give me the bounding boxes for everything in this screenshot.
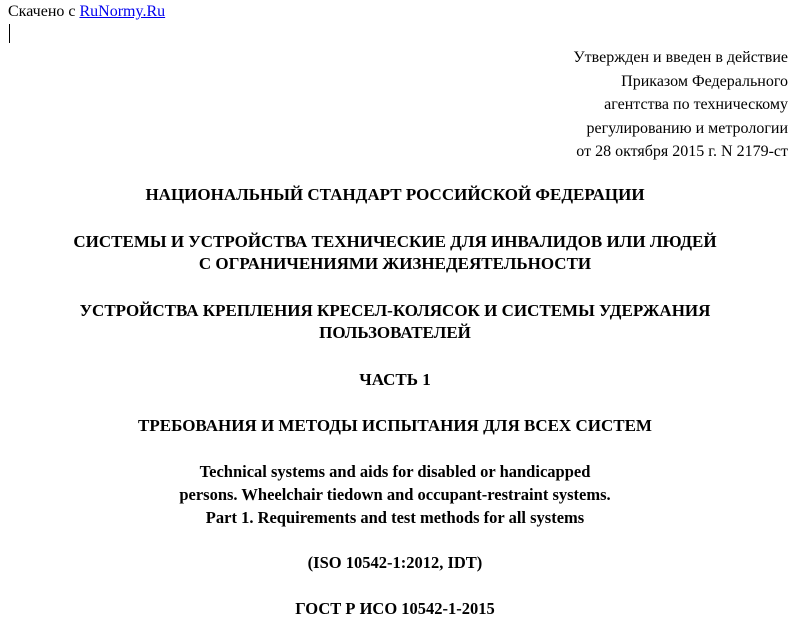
source-link[interactable]: RuNormy.Ru [79, 3, 166, 20]
gost-number [0, 598, 790, 620]
iso-reference-text: (ISO 10542-1:2012, IDT) [307, 553, 483, 572]
systems-title [0, 231, 790, 275]
text-cursor [9, 24, 10, 43]
approval-line: от 28 октября 2015 г. N 2179-ст [576, 143, 788, 160]
english-title-line: persons. Wheelchair tiedown and occupant-restraint systems. [179, 485, 611, 504]
source-prefix: Скачено с [8, 3, 80, 20]
part-title-text: ЧАСТЬ 1 [359, 370, 431, 389]
english-title-line: Part 1. Requirements and test methods for all systems [205, 508, 585, 527]
english-title-line: Technical systems and aids for disabled or handicapped [199, 462, 591, 481]
approval-line: агентства по техническому [604, 96, 788, 113]
approval-line: Приказом Федерального [621, 72, 788, 90]
approval-line: Утвержден и введен в действие [573, 49, 788, 66]
devices-title [0, 300, 790, 344]
devices-title-line: УСТРОЙСТВА КРЕПЛЕНИЯ КРЕСЕЛ-КОЛЯСОК И СИСТЕМЫ УДЕРЖАНИЯ [79, 301, 711, 320]
iso-reference [0, 552, 790, 574]
english-title [0, 460, 790, 529]
gost-number-text: ГОСТ Р ИСО 10542-1-2015 [295, 599, 495, 618]
standard-title-text: НАЦИОНАЛЬНЫЙ СТАНДАРТ РОССИЙСКОЙ ФЕДЕРАЦИИ [145, 185, 645, 204]
approval-block [573, 46, 788, 164]
devices-title-line: ПОЛЬЗОВАТЕЛЕЙ [319, 323, 471, 342]
part-title [0, 369, 790, 391]
approval-line: регулированию и метрологии [586, 119, 788, 137]
systems-title-line: СИСТЕМЫ И УСТРОЙСТВА ТЕХНИЧЕСКИЕ ДЛЯ ИНВАЛИДОВ ИЛИ ЛЮДЕЙ [73, 232, 717, 251]
requirements-title-text: ТРЕБОВАНИЯ И МЕТОДЫ ИСПЫТАНИЯ ДЛЯ ВСЕХ СИСТЕМ [138, 416, 652, 435]
requirements-title [0, 415, 790, 437]
standard-title [0, 184, 790, 206]
systems-title-line: С ОГРАНИЧЕНИЯМИ ЖИЗНЕДЕЯТЕЛЬНОСТИ [198, 254, 592, 273]
source-line [8, 2, 165, 22]
